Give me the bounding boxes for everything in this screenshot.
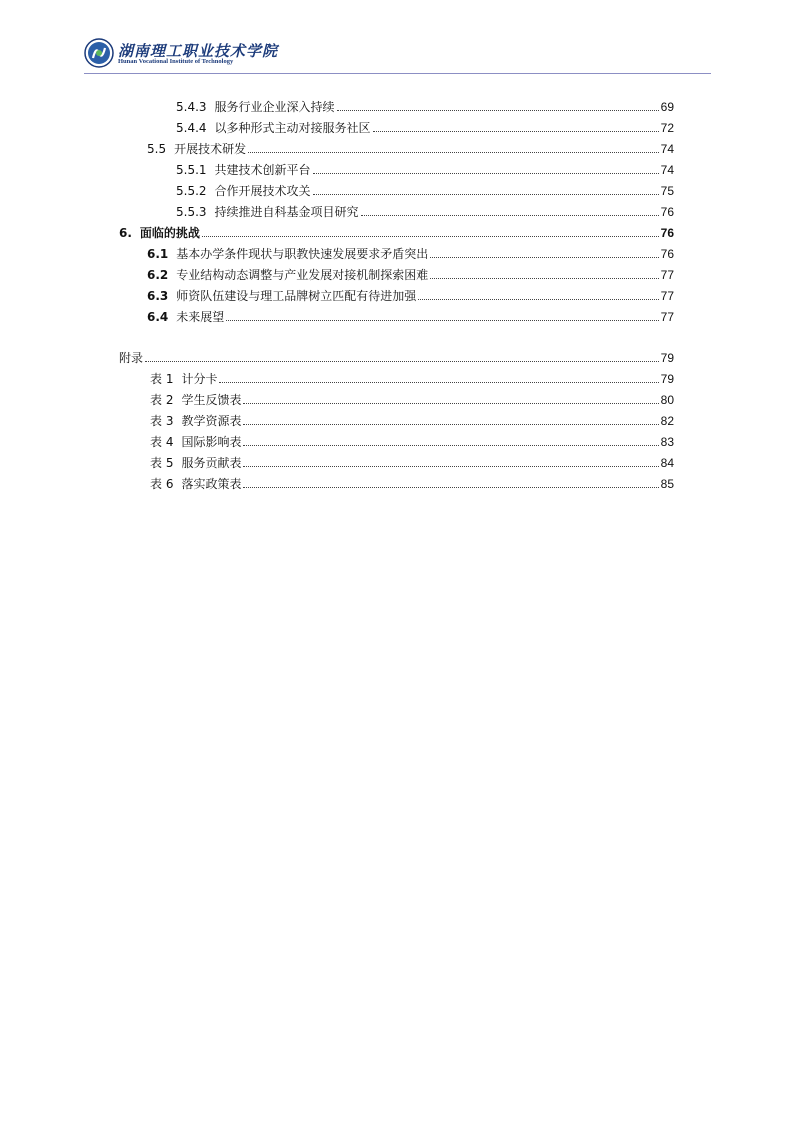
- toc-page: 85: [660, 477, 674, 491]
- toc-number: 表 2: [150, 393, 174, 407]
- toc-title: 合作开展技术攻关: [214, 184, 311, 198]
- dot-leader: [243, 424, 658, 425]
- toc-number: 6.4: [147, 310, 169, 324]
- toc-title: 落实政策表: [181, 477, 242, 491]
- toc-page: 77: [660, 268, 674, 282]
- dot-leader: [337, 110, 659, 111]
- toc-number: 5.4.3: [176, 100, 207, 114]
- toc-entry[interactable]: [150, 455, 674, 471]
- toc-entry[interactable]: [176, 120, 674, 136]
- page-header: [84, 38, 711, 74]
- header-rule: [84, 73, 711, 74]
- toc-number: 5.4.4: [176, 121, 207, 135]
- toc-entry[interactable]: [176, 204, 674, 220]
- toc-page: 77: [660, 289, 674, 303]
- toc-entry[interactable]: [150, 413, 674, 429]
- dot-leader: [418, 299, 658, 300]
- toc-title: 计分卡: [181, 372, 218, 386]
- dot-leader: [243, 487, 658, 488]
- dot-leader: [373, 131, 659, 132]
- toc-title: 教学资源表: [181, 414, 242, 428]
- toc-entry[interactable]: [147, 141, 674, 157]
- toc-entry[interactable]: [150, 392, 674, 408]
- toc-entry[interactable]: [119, 225, 674, 241]
- toc-number: 6.1: [147, 247, 169, 261]
- toc-number: 5.5: [147, 142, 167, 156]
- toc-title: 学生反馈表: [181, 393, 242, 407]
- toc-entry[interactable]: [147, 246, 674, 262]
- dot-leader: [226, 320, 658, 321]
- toc-title: 持续推进自科基金项目研究: [214, 205, 359, 219]
- toc-title: 以多种形式主动对接服务社区: [214, 121, 371, 135]
- toc-number: 表 4: [150, 435, 174, 449]
- toc-page: 74: [660, 163, 674, 177]
- toc-title: 基本办学条件现状与职教快速发展要求矛盾突出: [176, 247, 429, 261]
- toc-page: 83: [660, 435, 674, 449]
- dot-leader: [243, 403, 658, 404]
- toc-title: 服务行业企业深入持续: [214, 100, 335, 114]
- toc-entry[interactable]: [176, 99, 674, 115]
- toc-page: 75: [660, 184, 674, 198]
- toc-page: 79: [660, 372, 674, 386]
- toc-page: 76: [660, 205, 674, 219]
- toc-number: 表 6: [150, 477, 174, 491]
- toc-page: 84: [660, 456, 674, 470]
- dot-leader: [361, 215, 659, 216]
- toc-number: 5.5.1: [176, 163, 207, 177]
- dot-leader: [430, 278, 658, 279]
- toc-page: 82: [660, 414, 674, 428]
- toc-title: 国际影响表: [181, 435, 242, 449]
- toc-title: 开展技术研发: [174, 142, 247, 156]
- toc-title: 师资队伍建设与理工品牌树立匹配有待进加强: [176, 289, 417, 303]
- toc-entry[interactable]: [176, 162, 674, 178]
- toc-number: 6.3: [147, 289, 169, 303]
- toc-number: 5.5.2: [176, 184, 207, 198]
- toc-entry[interactable]: [150, 371, 674, 387]
- toc-number: 6.2: [147, 268, 169, 282]
- toc-title: 面临的挑战: [139, 226, 200, 240]
- school-name-en: Hunan Vocational Institute of Technology: [118, 58, 234, 65]
- toc-page: 72: [660, 121, 674, 135]
- toc-page: 80: [660, 393, 674, 407]
- toc-title: 共建技术创新平台: [214, 163, 311, 177]
- toc-entry[interactable]: [147, 288, 674, 304]
- toc-page: 76: [660, 226, 674, 240]
- dot-leader: [248, 152, 659, 153]
- dot-leader: [202, 236, 659, 237]
- toc-page: 74: [660, 142, 674, 156]
- toc-entry-appendix[interactable]: [119, 350, 674, 366]
- dot-leader: [219, 382, 658, 383]
- toc-entry[interactable]: [150, 434, 674, 450]
- school-emblem-icon: [84, 38, 114, 68]
- school-name-cn: 湖南理工职业技术学院: [118, 42, 279, 60]
- dot-leader: [145, 361, 659, 362]
- dot-leader: [243, 445, 658, 446]
- toc-entry[interactable]: [147, 309, 674, 325]
- toc-page: 76: [660, 247, 674, 261]
- dot-leader: [313, 173, 659, 174]
- toc-entry[interactable]: [176, 183, 674, 199]
- toc-entry[interactable]: [147, 267, 674, 283]
- toc-entry[interactable]: [150, 476, 674, 492]
- toc-title: 未来展望: [176, 310, 225, 324]
- toc-number: 表 1: [150, 372, 174, 386]
- toc-number: 表 5: [150, 456, 174, 470]
- toc-number: 6.: [119, 226, 132, 240]
- toc-page: 69: [660, 100, 674, 114]
- toc-title: 附录: [119, 351, 144, 365]
- dot-leader: [313, 194, 659, 195]
- toc-page: 79: [660, 351, 674, 365]
- toc-title: 专业结构动态调整与产业发展对接机制探索困难: [176, 268, 429, 282]
- dot-leader: [430, 257, 658, 258]
- toc-page: 77: [660, 310, 674, 324]
- toc-number: 表 3: [150, 414, 174, 428]
- toc-title: 服务贡献表: [181, 456, 242, 470]
- toc-number: 5.5.3: [176, 205, 207, 219]
- dot-leader: [243, 466, 658, 467]
